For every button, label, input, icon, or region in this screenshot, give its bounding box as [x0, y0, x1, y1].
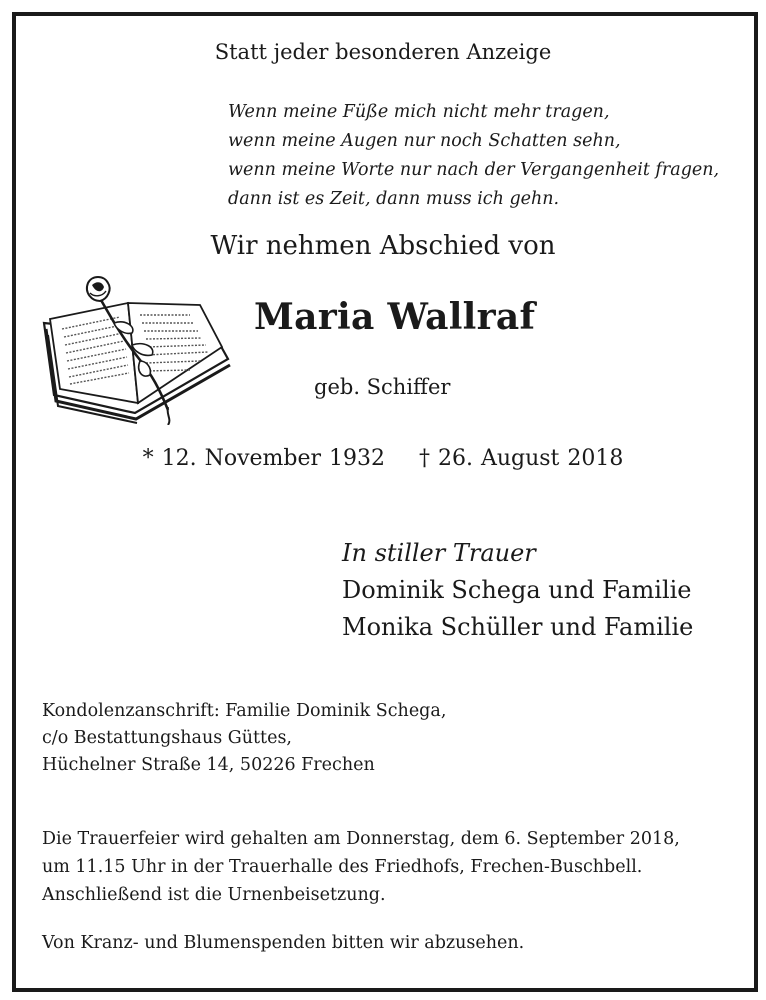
- mourning-heading: In stiller Trauer: [342, 539, 536, 567]
- mourners-block: [342, 535, 693, 646]
- intro-line: Statt jeder besonderen Anzeige: [214, 40, 552, 64]
- flowers-note: Von Kranz- und Blumenspenden bitten wir abzusehen.: [42, 933, 525, 953]
- ceremony-info: [42, 825, 680, 909]
- poem-line: wenn meine Augen nur noch Schatten sehn,: [228, 131, 621, 151]
- poem-line: dann ist es Zeit, dann muss ich gehn.: [228, 189, 560, 209]
- life-dates: [0, 446, 766, 471]
- ceremony-line: um 11.15 Uhr in der Trauerhalle des Friedhofs, Frechen-Buschbell.: [42, 857, 643, 877]
- birth-date: * 12. November 1932: [142, 446, 385, 471]
- book-with-rose-icon: [40, 275, 235, 425]
- poem-line: wenn meine Worte nur nach der Vergangenheit fragen,: [228, 160, 720, 180]
- condolence-address: [42, 698, 446, 779]
- maiden-name: geb. Schiffer: [314, 375, 451, 399]
- poem-line: Wenn meine Füße mich nicht mehr tragen,: [228, 102, 610, 122]
- ceremony-line: Die Trauerfeier wird gehalten am Donnerstag, dem 6. September 2018,: [42, 829, 680, 849]
- address-line: Hüchelner Straße 14, 50226 Frechen: [42, 755, 375, 775]
- mourner-family: Monika Schüller und Familie: [342, 613, 694, 641]
- ceremony-line: Anschließend ist die Urnenbeisetzung.: [42, 885, 386, 905]
- farewell-heading: Wir nehmen Abschied von: [210, 231, 556, 261]
- address-line: Kondolenzanschrift: Familie Dominik Schega,: [42, 701, 447, 721]
- death-date: † 26. August 2018: [418, 446, 624, 471]
- deceased-name: Maria Wallraf: [254, 296, 536, 338]
- address-line: c/o Bestattungshaus Güttes,: [42, 728, 292, 748]
- poem: [228, 98, 719, 214]
- mourner-family: Dominik Schega und Familie: [342, 576, 692, 604]
